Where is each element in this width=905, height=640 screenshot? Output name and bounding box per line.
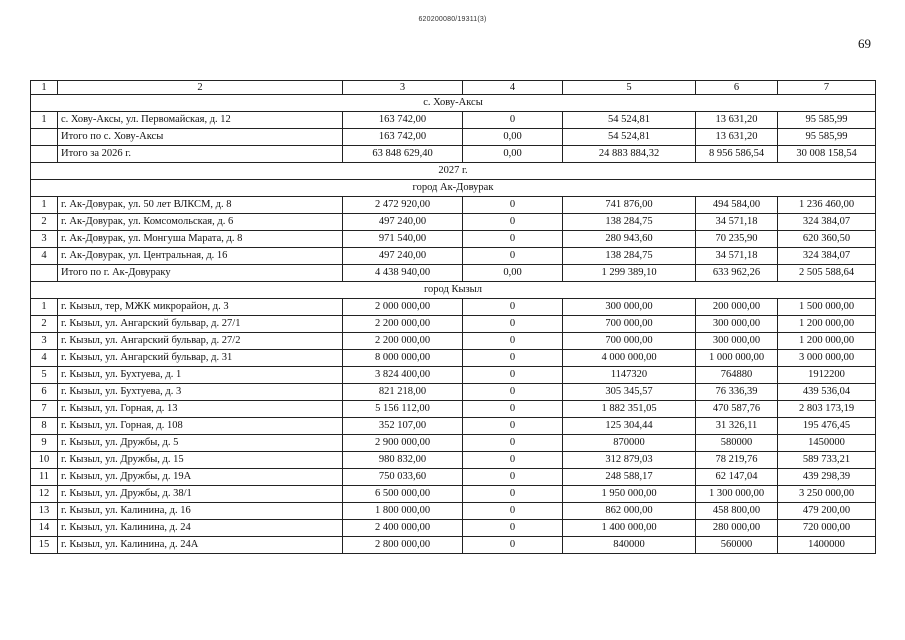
value-cell-6: 13 631,20 [696,112,778,129]
value-cell-3: 2 200 000,00 [343,316,463,333]
table-row [31,197,876,214]
value-cell-7: 439 536,04 [778,384,876,401]
value-cell-6: 560000 [696,537,778,554]
table-row [31,214,876,231]
value-cell-3: 2 400 000,00 [343,520,463,537]
value-cell-4: 0 [463,231,563,248]
value-cell-7: 1450000 [778,435,876,452]
value-cell-5: 1 299 389,10 [563,265,696,282]
table-row [31,248,876,265]
page-number: 69 [858,36,871,51]
value-cell-3: 821 218,00 [343,384,463,401]
column-number-row [31,81,876,95]
address-cell: г. Кызыл, ул. Ангарский бульвар, д. 31 [58,350,343,367]
address-cell: г. Кызыл, ул. Ангарский бульвар, д. 27/1 [58,316,343,333]
value-cell-4: 0 [463,384,563,401]
value-cell-7: 479 200,00 [778,503,876,520]
value-cell-3: 2 200 000,00 [343,333,463,350]
value-cell-3: 163 742,00 [343,129,463,146]
table-row [31,469,876,486]
row-number: 4 [31,248,58,265]
row-number: 9 [31,435,58,452]
column-number: 6 [696,81,778,95]
value-cell-7: 95 585,99 [778,112,876,129]
total-row [31,146,876,163]
value-cell-4: 0 [463,418,563,435]
value-cell-3: 497 240,00 [343,214,463,231]
section-header-row [31,282,876,299]
value-cell-3: 5 156 112,00 [343,401,463,418]
value-cell-7: 1 200 000,00 [778,333,876,350]
value-cell-4: 0 [463,333,563,350]
value-cell-6: 31 326,11 [696,418,778,435]
value-cell-4: 0 [463,469,563,486]
value-cell-3: 63 848 629,40 [343,146,463,163]
value-cell-6: 580000 [696,435,778,452]
address-cell: г. Кызыл, ул. Дружбы, д. 38/1 [58,486,343,503]
table-row [31,435,876,452]
value-cell-5: 4 000 000,00 [563,350,696,367]
section-title: 2027 г. [31,163,876,180]
address-cell: Итого по с. Хову-Аксы [58,129,343,146]
value-cell-4: 0 [463,401,563,418]
value-cell-5: 54 524,81 [563,112,696,129]
address-cell: г. Кызыл, ул. Горная, д. 108 [58,418,343,435]
value-cell-3: 6 500 000,00 [343,486,463,503]
column-number: 4 [463,81,563,95]
value-cell-4: 0 [463,350,563,367]
value-cell-7: 324 384,07 [778,214,876,231]
address-cell: г. Ак-Довурак, ул. Монгуша Марата, д. 8 [58,231,343,248]
table-row [31,503,876,520]
value-cell-3: 1 800 000,00 [343,503,463,520]
value-cell-7: 1400000 [778,537,876,554]
value-cell-3: 8 000 000,00 [343,350,463,367]
table-row [31,384,876,401]
budget-table [30,80,876,554]
value-cell-5: 1 882 351,05 [563,401,696,418]
row-number: 14 [31,520,58,537]
document-id: 620200080/19311(3) [418,16,487,23]
value-cell-5: 305 345,57 [563,384,696,401]
value-cell-4: 0 [463,537,563,554]
value-cell-6: 70 235,90 [696,231,778,248]
value-cell-6: 280 000,00 [696,520,778,537]
table-row [31,333,876,350]
value-cell-4: 0 [463,248,563,265]
value-cell-4: 0,00 [463,265,563,282]
value-cell-4: 0 [463,486,563,503]
value-cell-4: 0 [463,435,563,452]
address-cell: г. Кызыл, ул. Калинина, д. 24А [58,537,343,554]
value-cell-3: 163 742,00 [343,112,463,129]
address-cell: Итого по г. Ак-Довураку [58,265,343,282]
value-cell-4: 0,00 [463,129,563,146]
column-number: 3 [343,81,463,95]
address-cell: г. Кызыл, ул. Бухтуева, д. 3 [58,384,343,401]
value-cell-6: 13 631,20 [696,129,778,146]
address-cell: г. Кызыл, ул. Калинина, д. 16 [58,503,343,520]
value-cell-6: 1 300 000,00 [696,486,778,503]
value-cell-6: 8 956 586,54 [696,146,778,163]
total-row [31,129,876,146]
column-number: 5 [563,81,696,95]
value-cell-3: 971 540,00 [343,231,463,248]
value-cell-7: 2 803 173,19 [778,401,876,418]
value-cell-3: 4 438 940,00 [343,265,463,282]
value-cell-3: 3 824 400,00 [343,367,463,384]
section-title: город Ак-Довурак [31,180,876,197]
value-cell-3: 497 240,00 [343,248,463,265]
value-cell-5: 138 284,75 [563,248,696,265]
value-cell-5: 870000 [563,435,696,452]
value-cell-4: 0,00 [463,146,563,163]
row-number: 8 [31,418,58,435]
value-cell-5: 700 000,00 [563,333,696,350]
address-cell: г. Ак-Довурак, ул. Центральная, д. 16 [58,248,343,265]
value-cell-3: 2 900 000,00 [343,435,463,452]
section-header-row [31,163,876,180]
value-cell-4: 0 [463,316,563,333]
value-cell-5: 54 524,81 [563,129,696,146]
value-cell-5: 24 883 884,32 [563,146,696,163]
table-row [31,452,876,469]
value-cell-6: 34 571,18 [696,214,778,231]
value-cell-5: 1147320 [563,367,696,384]
row-number: 11 [31,469,58,486]
table-row [31,112,876,129]
row-number: 3 [31,231,58,248]
value-cell-6: 764880 [696,367,778,384]
value-cell-7: 620 360,50 [778,231,876,248]
row-number: 4 [31,350,58,367]
value-cell-7: 439 298,39 [778,469,876,486]
value-cell-4: 0 [463,452,563,469]
value-cell-6: 470 587,76 [696,401,778,418]
row-number: 15 [31,537,58,554]
section-title: город Кызыл [31,282,876,299]
row-number [31,146,58,163]
value-cell-6: 34 571,18 [696,248,778,265]
row-number: 5 [31,367,58,384]
table-row [31,486,876,503]
value-cell-5: 300 000,00 [563,299,696,316]
row-number [31,129,58,146]
table-row [31,401,876,418]
row-number: 7 [31,401,58,418]
value-cell-7: 30 008 158,54 [778,146,876,163]
value-cell-6: 78 219,76 [696,452,778,469]
value-cell-5: 248 588,17 [563,469,696,486]
table-row [31,316,876,333]
row-number: 2 [31,214,58,231]
row-number: 6 [31,384,58,401]
table-row [31,299,876,316]
value-cell-5: 312 879,03 [563,452,696,469]
value-cell-4: 0 [463,112,563,129]
address-cell: с. Хову-Аксы, ул. Первомайская, д. 12 [58,112,343,129]
value-cell-4: 0 [463,367,563,384]
total-row [31,265,876,282]
table-row [31,418,876,435]
value-cell-4: 0 [463,214,563,231]
value-cell-5: 700 000,00 [563,316,696,333]
row-number: 13 [31,503,58,520]
address-cell: г. Кызыл, ул. Ангарский бульвар, д. 27/2 [58,333,343,350]
value-cell-7: 1912200 [778,367,876,384]
column-number: 2 [58,81,343,95]
value-cell-7: 195 476,45 [778,418,876,435]
address-cell: г. Кызыл, ул. Калинина, д. 24 [58,520,343,537]
value-cell-6: 1 000 000,00 [696,350,778,367]
value-cell-5: 840000 [563,537,696,554]
value-cell-7: 324 384,07 [778,248,876,265]
value-cell-6: 62 147,04 [696,469,778,486]
address-cell: г. Кызыл, ул. Дружбы, д. 5 [58,435,343,452]
value-cell-5: 862 000,00 [563,503,696,520]
section-header-row [31,180,876,197]
row-number: 12 [31,486,58,503]
value-cell-7: 2 505 588,64 [778,265,876,282]
table-row [31,537,876,554]
table-row [31,350,876,367]
value-cell-4: 0 [463,197,563,214]
value-cell-6: 494 584,00 [696,197,778,214]
value-cell-3: 750 033,60 [343,469,463,486]
row-number: 1 [31,299,58,316]
value-cell-6: 76 336,39 [696,384,778,401]
table-row [31,367,876,384]
value-cell-3: 2 800 000,00 [343,537,463,554]
value-cell-7: 1 236 460,00 [778,197,876,214]
value-cell-7: 95 585,99 [778,129,876,146]
row-number [31,265,58,282]
value-cell-4: 0 [463,520,563,537]
value-cell-4: 0 [463,299,563,316]
value-cell-7: 1 500 000,00 [778,299,876,316]
row-number: 2 [31,316,58,333]
value-cell-6: 300 000,00 [696,333,778,350]
table-row [31,231,876,248]
address-cell: г. Кызыл, ул. Дружбы, д. 19А [58,469,343,486]
value-cell-7: 3 250 000,00 [778,486,876,503]
address-cell: Итого за 2026 г. [58,146,343,163]
value-cell-5: 280 943,60 [563,231,696,248]
value-cell-5: 138 284,75 [563,214,696,231]
row-number: 1 [31,197,58,214]
value-cell-6: 200 000,00 [696,299,778,316]
address-cell: г. Кызыл, ул. Горная, д. 13 [58,401,343,418]
value-cell-7: 589 733,21 [778,452,876,469]
value-cell-3: 980 832,00 [343,452,463,469]
value-cell-5: 741 876,00 [563,197,696,214]
value-cell-3: 352 107,00 [343,418,463,435]
row-number: 3 [31,333,58,350]
address-cell: г. Кызыл, тер, МЖК микрорайон, д. 3 [58,299,343,316]
value-cell-7: 720 000,00 [778,520,876,537]
row-number: 10 [31,452,58,469]
column-number: 1 [31,81,58,95]
value-cell-3: 2 000 000,00 [343,299,463,316]
value-cell-4: 0 [463,503,563,520]
address-cell: г. Ак-Довурак, ул. Комсомольская, д. 6 [58,214,343,231]
value-cell-5: 125 304,44 [563,418,696,435]
section-title: с. Хову-Аксы [31,95,876,112]
value-cell-6: 458 800,00 [696,503,778,520]
value-cell-7: 1 200 000,00 [778,316,876,333]
value-cell-6: 633 962,26 [696,265,778,282]
address-cell: г. Кызыл, ул. Бухтуева, д. 1 [58,367,343,384]
value-cell-5: 1 400 000,00 [563,520,696,537]
address-cell: г. Ак-Довурак, ул. 50 лет ВЛКСМ, д. 8 [58,197,343,214]
value-cell-3: 2 472 920,00 [343,197,463,214]
value-cell-7: 3 000 000,00 [778,350,876,367]
value-cell-5: 1 950 000,00 [563,486,696,503]
table-row [31,520,876,537]
row-number: 1 [31,112,58,129]
section-header-row [31,95,876,112]
address-cell: г. Кызыл, ул. Дружбы, д. 15 [58,452,343,469]
column-number: 7 [778,81,876,95]
value-cell-6: 300 000,00 [696,316,778,333]
